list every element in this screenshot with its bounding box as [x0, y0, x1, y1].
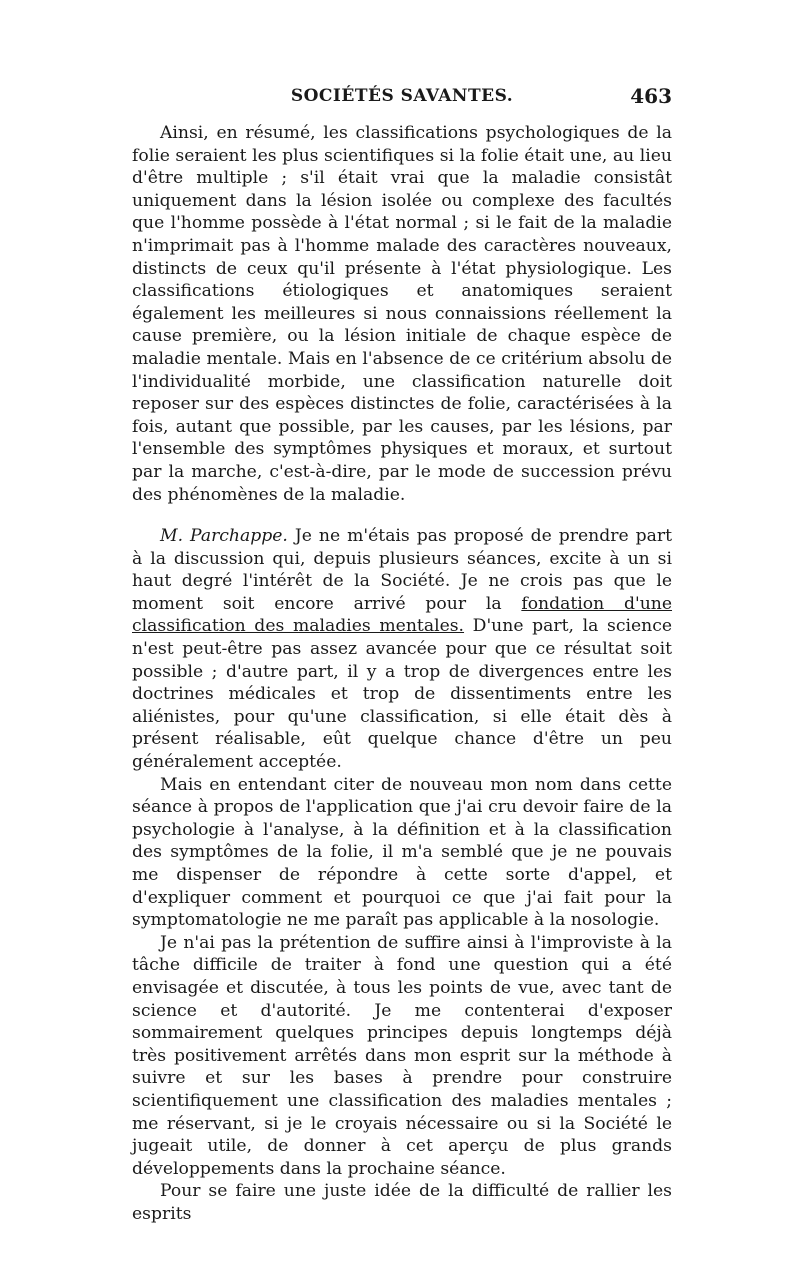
paragraph-resume: Ainsi, en résumé, les classifications psychologiques de la folie seraient les plus scientifiques si la folie était une, au lieu d'être multiple ; s'il était vrai que la maladie consistât uniquement dans la lésion isolée ou complexe des facultés que l'homme possède à l'état normal ; si le fait de la maladie n'imprimait pas à l'homme malade des caractères nouveaux, distincts de ceux qu'il présente à l'état physiologique. Les classifications étiologiques et anatomiques seraient également les meilleures si nous connaissions réellement la cause première, ou la lésion initiale de chaque espèce de maladie mentale. Mais en l'absence de ce critérium absolu de l'individualité morbide, une classification naturelle doit reposer sur des espèces distinctes de folie, caractérisées à la fois, autant que possible, par les causes, par les lésions, par l'ensemble des symptômes physiques et moraux, et surtout par la marche, c'est-à-dire, par le mode de succession prévu des phénomènes de la maladie. — [132, 123, 672, 505]
paragraph-text-part: D'une part, la science n'est peut-être pas assez avancée pour que ce résultat soit possible ; d'autre part, il y a trop de divergences entre les doctrines médicales et trop de dissentiments entre les aliénistes, pour qu'une classification, si elle était dès à présent réalisable, eût quelque chance d'être un peu généralement acceptée. — [132, 616, 672, 773]
page-number: 463 — [630, 84, 672, 108]
paragraph-text-part: Je ne m'étais pas proposé de prendre part à la discussion qui, depuis plusieurs séances, excite à un si haut degré l'intérêt de la Société. Je ne crois pas que le moment soit encore arrivé pour la — [132, 526, 672, 614]
running-header — [132, 86, 672, 116]
paragraph-pour: Pour se faire une juste idée de la difficulté de rallier les esprits — [132, 1181, 672, 1224]
paragraph-pretention: Je n'ai pas la prétention de suffire ainsi à l'improviste à la tâche difficile de traiter à fond une question qui a été envisagée et discutée, à tous les points de vue, avec tant de science et d'autorité. Je me contenterai d'exposer sommairement quelques principes depuis longtemps déjà très positivement arrêtés dans mon esprit sur la méthode à suivre et sur les bases à prendre pour construire scientifiquement une classification des maladies mentales ; me réservant, si je le croyais nécessaire ou si la Société le jugeait utile, de donner à cet aperçu de plus grands développements dans la prochaine séance. — [132, 932, 672, 1179]
paragraph-parchappe — [132, 525, 672, 774]
paragraph-mais: Mais en entendant citer de nouveau mon nom dans cette séance à propos de l'application que j'ai cru devoir faire de la psychologie à l'analyse, à la définition et à la classification des symptômes de la folie, il m'a semblé que je ne pouvais me dispenser de répondre à cette sorte d'appel, et d'expliquer comment et pourquoi ce que j'ai fait pour la symptomatologie ne me paraît pas applicable à la nosologie. — [132, 774, 672, 931]
underlined-phrase: fondation d'une classification des maladies mentales. — [132, 593, 673, 637]
running-title: SOCIÉTÉS SAVANTES. — [290, 86, 514, 106]
document-page — [132, 86, 672, 1226]
speaker-name: M. Parchappe. — [160, 526, 288, 547]
